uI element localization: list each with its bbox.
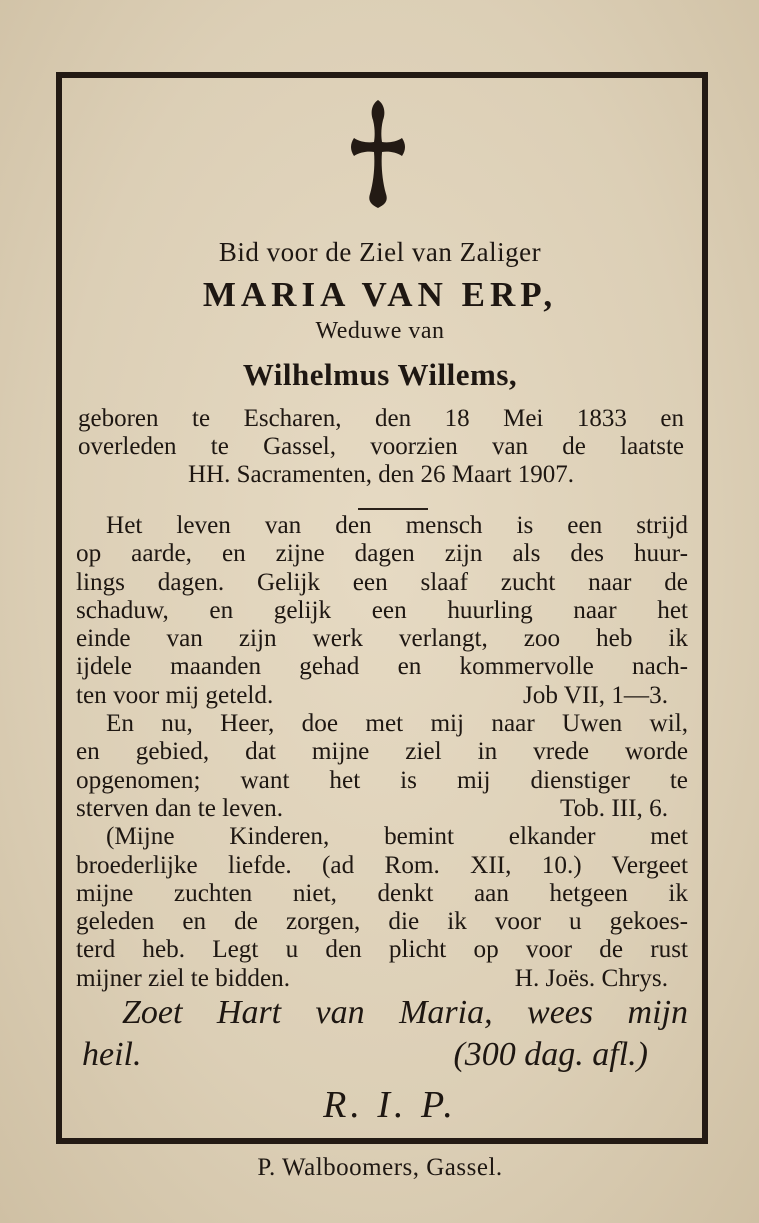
scripture-reference: H. Joës. Chrys. bbox=[514, 964, 668, 992]
text-line: opgenomen; want het is mij dienstiger te bbox=[76, 766, 688, 794]
text-line bbox=[76, 795, 688, 823]
relation-label: Weduwe van bbox=[315, 318, 445, 344]
cross-icon bbox=[348, 98, 408, 210]
prayer-line: Zoet Hart van Maria, wees mijn bbox=[122, 994, 688, 1031]
birth-line: geboren te Escharen, den 18 Mei 1833 en bbox=[78, 405, 684, 432]
prayer-intro: Bid voor de Ziel van Zaliger bbox=[218, 237, 542, 267]
prayer-line bbox=[82, 1034, 688, 1076]
text-fragment: mijner ziel te bidden. bbox=[76, 964, 291, 992]
prayer-fragment: heil. bbox=[82, 1036, 142, 1073]
closing-prayer bbox=[82, 992, 688, 1076]
birth-line: HH. Sacramenten, den 26 Maart 1907. bbox=[188, 461, 574, 488]
birth-death-text bbox=[78, 405, 684, 489]
text-line: en gebied, dat mijne ziel in vrede worde bbox=[76, 738, 688, 766]
text-line: mijne zuchten niet, denkt aan hetgeen ik bbox=[76, 879, 688, 907]
printer-credit: P. Walboomers, Gassel. bbox=[257, 1154, 503, 1181]
text-line: broederlijke liefde. (ad Rom. XII, 10.) Vergeet bbox=[76, 851, 688, 879]
divider bbox=[358, 508, 428, 510]
text-line: (Mijne Kinderen, bemint elkander met bbox=[106, 823, 688, 851]
text-fragment: sterven dan te leven. bbox=[76, 794, 284, 822]
rip-text: R. I. P. bbox=[323, 1084, 457, 1126]
text-line: Het leven van den mensch is een strijd bbox=[106, 512, 688, 539]
text-line: schaduw, en gelijk een huurling naar het bbox=[76, 596, 688, 624]
text-line: geleden en de zorgen, die ik voor u gekoes- bbox=[76, 908, 688, 936]
text-line: einde van zijn werk verlangt, zoo heb ik bbox=[76, 625, 688, 653]
deceased-name: MARIA VAN ERP, bbox=[202, 275, 558, 314]
text-line bbox=[76, 965, 688, 993]
scripture-reference: Tob. III, 6. bbox=[559, 794, 668, 822]
text-line: terd heb. Legt u den plicht op voor de rust bbox=[76, 936, 688, 964]
birth-line: overleden te Gassel, voorzien van de laatste bbox=[78, 433, 684, 460]
spouse-name: Wilhelmus Willems, bbox=[242, 357, 518, 392]
text-line: En nu, Heer, doe met mij naar Uwen wil, bbox=[106, 710, 688, 738]
text-line: lings dagen. Gelijk een slaaf zucht naar de bbox=[76, 568, 688, 596]
text-line bbox=[76, 682, 688, 710]
text-line: op aarde, en zijne dagen zijn als des huur- bbox=[76, 540, 688, 568]
indulgence-note: (300 dag. afl.) bbox=[453, 1036, 648, 1073]
scripture-reference: Job VII, 1—3. bbox=[522, 681, 668, 709]
scripture-text bbox=[76, 512, 688, 993]
text-fragment: ten voor mij geteld. bbox=[76, 681, 274, 709]
text-line: ijdele maanden gehad en kommervolle nach- bbox=[76, 653, 688, 681]
